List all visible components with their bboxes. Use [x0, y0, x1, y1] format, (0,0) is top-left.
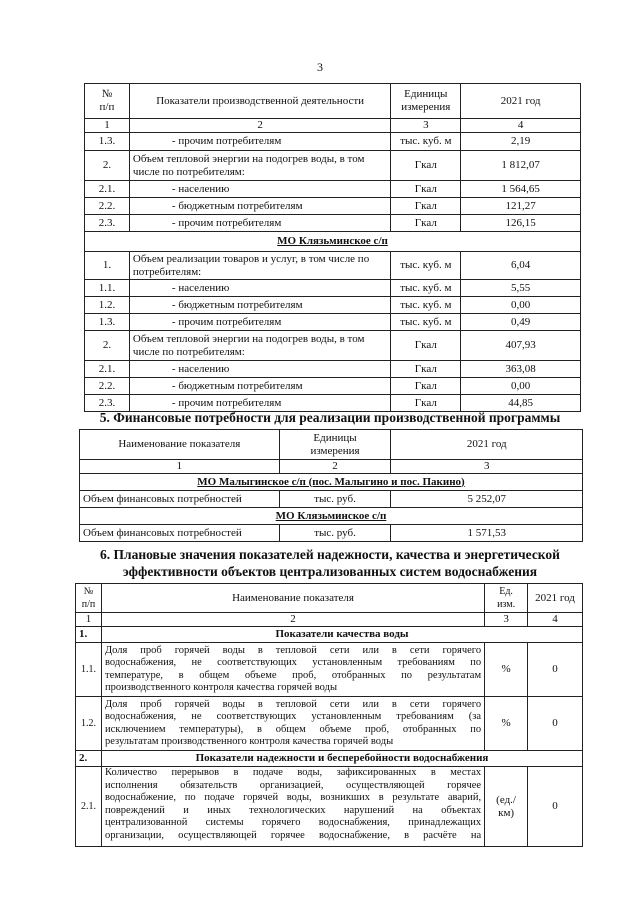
group-row — [80, 474, 583, 491]
col-header-year: 2021 год — [391, 430, 583, 460]
row-label: - прочим потребителям — [129, 215, 390, 232]
row-unit: Гкал — [391, 151, 461, 181]
row-num: 1.3. — [85, 133, 130, 151]
row-label — [101, 697, 484, 751]
section5-title: 5. Финансовые потребности для реализации производственной программы — [99, 410, 561, 425]
row-value: 44,85 — [461, 395, 581, 412]
table-row — [85, 133, 581, 151]
row-unit: тыс. куб. м — [391, 314, 461, 331]
row-unit: Гкал — [391, 395, 461, 412]
table-row — [85, 361, 581, 378]
index-cell: 4 — [528, 613, 583, 627]
row-unit: Гкал — [391, 331, 461, 361]
table-row — [85, 297, 581, 314]
section6-title-line1: 6. Плановые значения показателей надежности, качества и энергетической — [100, 547, 560, 562]
row-label-line: водоснабжение, по подаче горячей воды, возникших в результате аварий, — [104, 792, 482, 803]
row-value: 0 — [528, 643, 583, 697]
row-label: - населению — [129, 181, 390, 198]
row-num: 2.1. — [85, 181, 130, 198]
row-label-line: Количество перерывов в подаче воды, зафиксированных в местах — [104, 767, 482, 778]
table-row — [85, 198, 581, 215]
index-cell: 3 — [391, 119, 461, 133]
row-num: 2.1. — [85, 361, 130, 378]
financial-needs-table — [79, 429, 583, 542]
col-header-unit: Единицы измерения — [391, 84, 461, 119]
row-num: 1.2. — [85, 297, 130, 314]
row-label: - прочим потребителям — [129, 314, 390, 331]
col-header-indicator: Показатели производственной деятельности — [129, 84, 390, 119]
reliability-indicators-table — [75, 583, 583, 847]
group-row — [76, 627, 583, 643]
row-num: 1.1. — [85, 280, 130, 297]
table-row — [76, 697, 583, 751]
table-row — [85, 181, 581, 198]
production-indicators-table — [84, 83, 581, 412]
table-header-row — [80, 430, 583, 460]
col-header-unit: Ед. изм. — [485, 584, 528, 613]
table-row — [85, 395, 581, 412]
row-label: - бюджетным потребителям — [129, 378, 390, 395]
col-header-indicator: Наименование показателя — [80, 430, 280, 460]
col-header-year: 2021 год — [461, 84, 581, 119]
row-label: Объем финансовых потребностей — [80, 491, 280, 508]
row-num: 1. — [85, 252, 130, 280]
row-value: 363,08 — [461, 361, 581, 378]
row-label: - населению — [129, 280, 390, 297]
row-label-line: производственного контроля качества горячей воды — [104, 682, 337, 693]
row-label-line: исполнения обязательств организацией, осуществляющей горячее — [104, 779, 482, 791]
row-unit: Гкал — [391, 198, 461, 215]
row-unit: Гкал — [391, 361, 461, 378]
row-num: 2.2. — [85, 378, 130, 395]
row-label: Объем тепловой энергии на подогрев воды, в том числе по потребителям: — [129, 151, 390, 181]
row-unit: тыс. куб. м — [391, 297, 461, 314]
row-value: 121,27 — [461, 198, 581, 215]
row-num: 1.1. — [76, 643, 102, 697]
row-unit: % — [485, 643, 528, 697]
row-label: Объем финансовых потребностей — [80, 525, 280, 542]
index-row — [85, 119, 581, 133]
row-label — [101, 767, 484, 847]
table-header-row — [85, 84, 581, 119]
table-header-row — [76, 584, 583, 613]
table-row — [76, 643, 583, 697]
row-label: Объем тепловой энергии на подогрев воды, в том числе по потребителям: — [129, 331, 390, 361]
page-number: 3 — [317, 60, 323, 74]
index-cell: 2 — [101, 613, 484, 627]
row-unit: тыс. куб. м — [391, 133, 461, 151]
row-label-line: водоснабжения, не соответствующих установленным требованиям (за — [104, 711, 482, 722]
row-value: 6,04 — [461, 252, 581, 280]
row-value: 0 — [528, 767, 583, 847]
row-label-line: водоснабжения, не соответствующих установленным требованиям по — [104, 657, 482, 668]
row-label: - бюджетным потребителям — [129, 198, 390, 215]
row-label-line: организации, осуществляющей горячее водоснабжение, в расчёте на — [104, 829, 482, 841]
row-value: 0,00 — [461, 378, 581, 395]
row-label-line: температуре, в общем объеме проб, отобранных по результатам — [104, 669, 482, 681]
row-unit: тыс. куб. м — [391, 252, 461, 280]
row-value: 1 571,53 — [391, 525, 583, 542]
row-num: 2. — [85, 331, 130, 361]
index-cell: 3 — [391, 460, 583, 474]
row-num: 2.3. — [85, 395, 130, 412]
index-cell: 1 — [85, 119, 130, 133]
col-header-indicator: Наименование показателя — [101, 584, 484, 613]
table-row — [80, 491, 583, 508]
row-value: 2,19 — [461, 133, 581, 151]
group-title: МО Клязьминское с/п — [85, 232, 581, 252]
row-label-line: Доля проб горячей воды в тепловой сети или в сети горячего — [104, 644, 482, 656]
row-label-line: централизованной системы горячего водоснабжения, принадлежащих — [104, 817, 482, 828]
row-label — [101, 643, 484, 697]
row-value: 407,93 — [461, 331, 581, 361]
group-num: 1. — [76, 627, 102, 643]
row-label: Объем реализации товаров и услуг, в том числе по потребителям: — [129, 252, 390, 280]
row-num: 2.2. — [85, 198, 130, 215]
section6-title-line2: эффективности объектов централизованных систем водоснабжения — [122, 564, 538, 579]
group-row — [76, 751, 583, 767]
group-row — [80, 508, 583, 525]
row-label-line: результатам производственного контроля качества горячей воды — [104, 736, 394, 747]
row-unit: % — [485, 697, 528, 751]
row-label: - прочим потребителям — [129, 395, 390, 412]
row-value: 0,49 — [461, 314, 581, 331]
index-cell: 1 — [80, 460, 280, 474]
row-unit: тыс. руб. — [279, 491, 391, 508]
index-row — [80, 460, 583, 474]
row-value: 1 812,07 — [461, 151, 581, 181]
table-row — [85, 151, 581, 181]
group-title: МО Малыгинское с/п (пос. Малыгино и пос. Пакино) — [80, 474, 583, 491]
row-value: 5 252,07 — [391, 491, 583, 508]
row-unit: Гкал — [391, 215, 461, 232]
table-row — [85, 314, 581, 331]
row-label-line: Доля проб горячей воды в тепловой сети или в сети горячего — [104, 698, 482, 710]
row-label-line: повреждений и иных технологических нарушений на объектах — [104, 804, 482, 816]
row-num: 2.3. — [85, 215, 130, 232]
row-unit: тыс. куб. м — [391, 280, 461, 297]
row-unit: Гкал — [391, 378, 461, 395]
row-num: 1.3. — [85, 314, 130, 331]
col-header-year: 2021 год — [528, 584, 583, 613]
group-row — [85, 232, 581, 252]
row-num: 2.1. — [76, 767, 102, 847]
index-cell: 2 — [129, 119, 390, 133]
row-value: 0 — [528, 697, 583, 751]
table-row — [76, 767, 583, 847]
table-row — [80, 525, 583, 542]
table-row — [85, 280, 581, 297]
row-label: - прочим потребителям — [129, 133, 390, 151]
index-cell: 4 — [461, 119, 581, 133]
row-value: 126,15 — [461, 215, 581, 232]
col-header-unit: Единицы измерения — [279, 430, 391, 460]
index-cell: 1 — [76, 613, 102, 627]
table-row — [85, 378, 581, 395]
col-header-num: № п/п — [76, 584, 102, 613]
row-value: 1 564,65 — [461, 181, 581, 198]
row-num: 1.2. — [76, 697, 102, 751]
row-unit: (ед./ км) — [485, 767, 528, 847]
row-unit: Гкал — [391, 181, 461, 198]
row-value: 0,00 — [461, 297, 581, 314]
index-row — [76, 613, 583, 627]
row-label: - населению — [129, 361, 390, 378]
table-row — [85, 215, 581, 232]
table-row — [85, 252, 581, 280]
row-label: - бюджетным потребителям — [129, 297, 390, 314]
group-title: Показатели надежности и бесперебойности водоснабжения — [101, 751, 582, 767]
group-num: 2. — [76, 751, 102, 767]
row-num: 2. — [85, 151, 130, 181]
index-cell: 2 — [279, 460, 391, 474]
group-title: Показатели качества воды — [101, 627, 582, 643]
index-cell: 3 — [485, 613, 528, 627]
table-row — [85, 331, 581, 361]
row-value: 5,55 — [461, 280, 581, 297]
col-header-num: № п/п — [85, 84, 130, 119]
row-label-line: исключением температуры), в общем объеме проб, отобранных по — [104, 723, 482, 735]
row-unit: тыс. руб. — [279, 525, 391, 542]
group-title: МО Клязьминское с/п — [80, 508, 583, 525]
